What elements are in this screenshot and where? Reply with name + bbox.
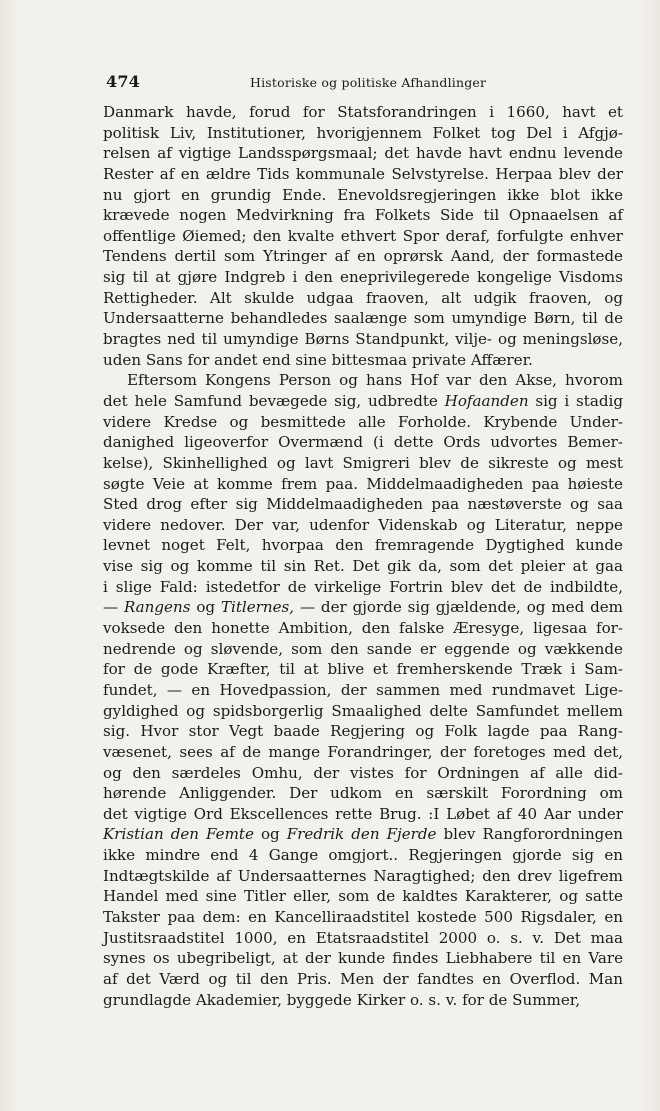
text-line bbox=[103, 453, 623, 474]
text-segment: sig i stadig bbox=[528, 391, 624, 410]
text-segment: gyldighed og spidsborgerlig Smaalighed delte Samfundet mellem bbox=[103, 701, 623, 720]
text-segment: fundet, — en Hovedpassion, der sammen med rundmavet Lige- bbox=[103, 680, 623, 699]
text-line bbox=[103, 845, 623, 866]
text-segment: ikke mindre end 4 Gange omgjort.. Regjeringen gjorde sig en bbox=[103, 846, 623, 865]
text-segment: for de gode Kræfter, til at blive et fremherskende Træk i Sam- bbox=[103, 660, 623, 679]
text-segment: Rettigheder. Alt skulde udgaa fraoven, alt udgik fraoven, og bbox=[103, 288, 623, 307]
text-line bbox=[103, 164, 623, 185]
italic-text: Fredrik den Fjerde bbox=[286, 825, 437, 844]
text-segment: Takster paa dem: en Kancelliraadstitel kostede 500 Rigsdaler, en bbox=[103, 907, 623, 926]
text-line bbox=[103, 680, 623, 701]
body-text bbox=[103, 102, 623, 1010]
text-line bbox=[103, 556, 623, 577]
text-line bbox=[103, 515, 623, 536]
text-segment: politisk Liv, Institutioner, hvorigjennem Folket tog Del i Afgjø- bbox=[103, 123, 623, 142]
text-line bbox=[103, 804, 623, 825]
text-segment: og den særdeles Omhu, der vistes for Ordningen af alle did- bbox=[103, 763, 623, 782]
text-line bbox=[103, 783, 623, 804]
text-segment: væsenet, sees af de mange Forandringer, der foretoges med det, bbox=[103, 742, 623, 761]
text-line bbox=[103, 412, 623, 433]
text-segment: nu gjort en grundig Ende. Enevoldsregjeringen ikke blot ikke bbox=[103, 185, 623, 204]
text-segment: søgte Veie at komme frem paa. Middelmaadigheden paa høieste bbox=[103, 474, 623, 493]
text-segment: krævede nogen Medvirkning fra Folkets Side til Opnaaelsen af bbox=[103, 206, 623, 225]
text-segment: og bbox=[253, 825, 287, 844]
text-line bbox=[103, 185, 623, 206]
text-line bbox=[103, 742, 623, 763]
text-line bbox=[103, 143, 623, 164]
text-line bbox=[103, 701, 623, 722]
text-line bbox=[103, 990, 623, 1011]
text-segment: videre nedover. Der var, udenfor Videnskab og Literatur, neppe bbox=[103, 515, 623, 534]
text-line bbox=[103, 370, 623, 391]
text-line bbox=[103, 866, 623, 887]
text-line bbox=[103, 886, 623, 907]
text-line bbox=[103, 226, 623, 247]
text-line bbox=[103, 535, 623, 556]
text-line bbox=[103, 267, 623, 288]
text-segment: sig. Hvor stor Vegt baade Regjering og Folk lagde paa Rang- bbox=[103, 722, 623, 741]
running-title: Historiske og politiske Afhandlinger bbox=[250, 75, 487, 90]
text-line bbox=[103, 907, 623, 928]
text-segment: Danmark havde, forud for Statsforandringen i 1660, havt et bbox=[103, 103, 623, 121]
text-segment: Indtægtskilde af Undersaatternes Naragtighed; den drev ligefrem bbox=[103, 866, 623, 885]
text-segment: videre Kredse og besmittede alle Forholde. Krybende Under- bbox=[103, 412, 623, 431]
text-segment: uden Sans for andet end sine bittesmaa private Affærer. bbox=[103, 350, 533, 369]
text-segment: relsen af vigtige Landsspørgsmaal; det havde havt endnu levende bbox=[103, 144, 623, 163]
text-segment: Justitsraadstitel 1000, en Etatsraadstitel 2000 o. s. v. Det maa bbox=[103, 928, 623, 947]
text-line bbox=[103, 639, 623, 660]
text-line bbox=[103, 494, 623, 515]
italic-text: Rangens bbox=[123, 598, 191, 617]
text-line bbox=[103, 205, 623, 226]
text-line bbox=[103, 721, 623, 742]
text-segment: levnet noget Felt, hvorpaa den fremragende Dygtighed kunde bbox=[103, 536, 623, 555]
text-segment: offentlige Øiemed; den kvalte ethvert Spor deraf, forfulgte enhver bbox=[103, 226, 623, 245]
text-segment: sig til at gjøre Indgreb i den eneprivilegerede kongelige Visdoms bbox=[103, 268, 623, 287]
text-segment: — der gjorde sig gjældende, og med dem bbox=[294, 598, 623, 617]
text-segment: Eftersom Kongens Person og hans Hof var den Akse, hvorom bbox=[127, 371, 623, 390]
text-line bbox=[103, 763, 623, 784]
text-segment: synes os ubegribeligt, at der kunde findes Liebhabere til en Vare bbox=[103, 949, 623, 968]
text-segment: i slige Fald: istedetfor de virkelige Fortrin blev det de indbildte, bbox=[103, 577, 623, 596]
text-line bbox=[103, 659, 623, 680]
text-line bbox=[103, 577, 623, 598]
text-segment: nedrende og sløvende, som den sande er eggende og vækkende bbox=[103, 639, 623, 658]
text-line bbox=[103, 432, 623, 453]
text-segment: hørende Anliggender. Der udkom en særskilt Forordning om bbox=[103, 784, 623, 803]
text-line bbox=[103, 618, 623, 639]
text-line bbox=[103, 308, 623, 329]
text-line bbox=[103, 246, 623, 267]
text-line bbox=[103, 350, 623, 371]
text-segment: bragtes ned til umyndige Børns Standpunkt, vilje- og meningsløse, bbox=[103, 330, 623, 349]
text-segment: vise sig og komme til sin Ret. Det gik da, som det pleier at gaa bbox=[103, 557, 623, 576]
text-line bbox=[103, 474, 623, 495]
text-segment: Sted drog efter sig Middelmaadigheden paa næstøverste og saa bbox=[103, 495, 623, 514]
text-segment: kelse), Skinhellighed og lavt Smigreri blev de sikreste og mest bbox=[103, 453, 623, 472]
page-number: 474 bbox=[106, 72, 140, 91]
text-segment: det hele Samfund bevægede sig, udbredte bbox=[103, 391, 445, 410]
text-line bbox=[103, 969, 623, 990]
text-line bbox=[103, 288, 623, 309]
text-line bbox=[103, 928, 623, 949]
text-segment: Rester af en ældre Tids kommunale Selvstyrelse. Herpaa blev der bbox=[103, 164, 623, 183]
italic-text: Kristian den Femte bbox=[103, 825, 254, 844]
text-line bbox=[103, 123, 623, 144]
text-line bbox=[103, 391, 623, 412]
text-segment: grundlagde Akademier, byggede Kirker o. s. v. for de Summer, bbox=[103, 990, 581, 1009]
italic-text: Hofaanden bbox=[444, 391, 529, 410]
text-segment: af det Værd og til den Pris. Men der fandtes en Overflod. Man bbox=[103, 969, 623, 988]
text-segment: blev Rangforordningen bbox=[436, 825, 623, 844]
text-segment: danighed ligeoverfor Overmænd (i dette Ords udvortes Bemer- bbox=[103, 433, 623, 452]
page-header bbox=[106, 72, 626, 94]
text-segment: Tendens dertil som Ytringer af en oprørsk Aand, der formastede bbox=[103, 247, 623, 266]
text-line bbox=[103, 102, 623, 123]
text-segment: og bbox=[190, 598, 221, 617]
text-segment: Handel med sine Titler eller, som de kaldtes Karakterer, og satte bbox=[103, 887, 623, 906]
text-line bbox=[103, 948, 623, 969]
text-line bbox=[103, 597, 623, 618]
text-line bbox=[103, 329, 623, 350]
text-segment: — bbox=[103, 598, 124, 617]
text-segment: voksede den honette Ambition, den falske Æresyge, ligesaa for- bbox=[103, 619, 623, 638]
italic-text: Titlernes, bbox=[220, 598, 295, 617]
text-segment: det vigtige Ord Ekscellences rette Brug. :I Løbet af 40 Aar under bbox=[103, 804, 623, 823]
text-segment: Undersaatterne behandledes saalænge som umyndige Børn, til de bbox=[103, 309, 623, 328]
text-line bbox=[103, 824, 623, 845]
